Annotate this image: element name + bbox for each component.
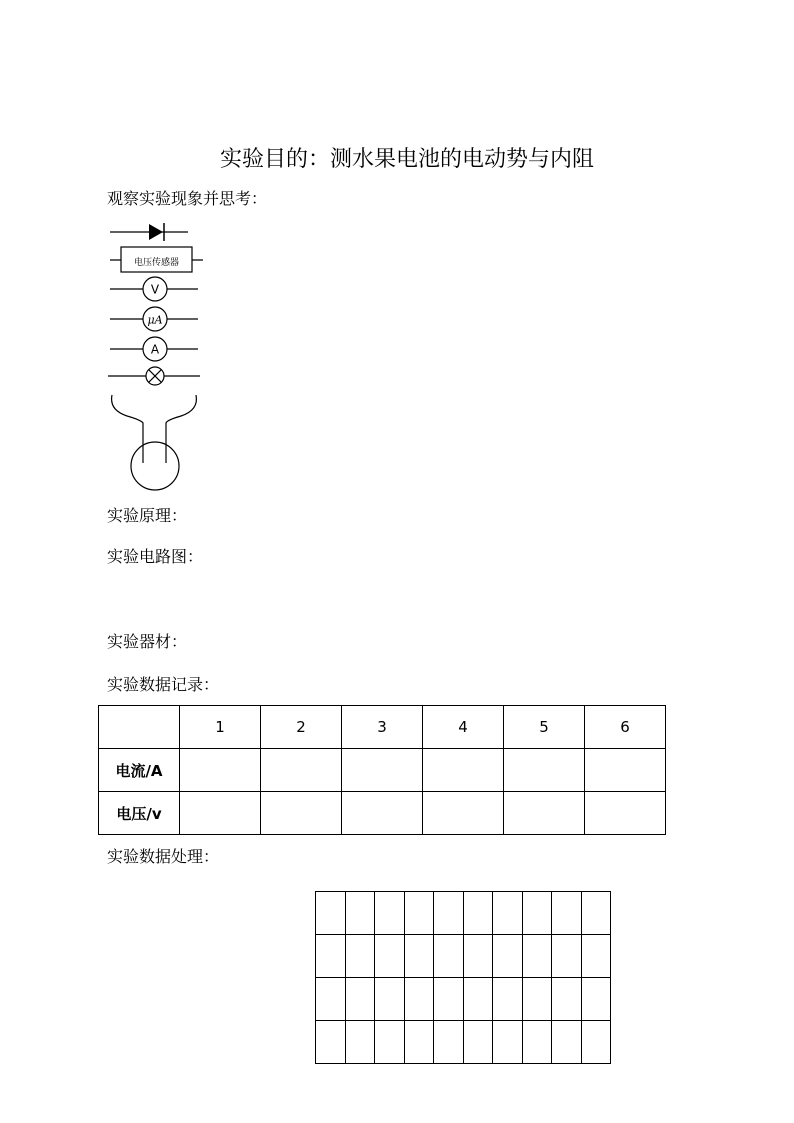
- table-cell: [504, 792, 585, 835]
- grid-cell: [522, 978, 552, 1021]
- grid-cell: [581, 978, 611, 1021]
- microammeter-label: μA: [147, 313, 163, 327]
- grid-cell: [463, 1021, 493, 1064]
- voltage-row-label: 电压/v: [99, 792, 180, 835]
- grid-cell: [581, 1021, 611, 1064]
- grid-cell: [404, 892, 434, 935]
- table-header-cell: [99, 706, 180, 749]
- grid-cell: [404, 978, 434, 1021]
- grid-cell: [375, 892, 405, 935]
- grid-cell: [493, 1021, 523, 1064]
- ammeter-label: A: [150, 342, 160, 357]
- table-cell: [585, 792, 666, 835]
- grid-row: [316, 978, 611, 1021]
- grid-cell: [463, 978, 493, 1021]
- table-header-cell: 2: [261, 706, 342, 749]
- record-heading: 实验数据记录：: [107, 675, 220, 694]
- table-header-cell: 5: [504, 706, 585, 749]
- microammeter-icon: [110, 307, 198, 331]
- principle-heading: 实验原理：: [107, 506, 188, 525]
- table-cell: [423, 749, 504, 792]
- table-header-cell: 1: [180, 706, 261, 749]
- table-header-row: [99, 706, 666, 749]
- grid-cell: [404, 935, 434, 978]
- diode-icon: [110, 223, 188, 241]
- voltmeter-icon: [110, 277, 198, 301]
- table-header-cell: 4: [423, 706, 504, 749]
- grid-cell: [375, 978, 405, 1021]
- table-row: [99, 749, 666, 792]
- grid-cell: [316, 1021, 346, 1064]
- grid-cell: [493, 935, 523, 978]
- grid-cell: [552, 892, 582, 935]
- grid-cell: [522, 1021, 552, 1064]
- grid-cell: [345, 892, 375, 935]
- grid-cell: [552, 1021, 582, 1064]
- grid-cell: [375, 1021, 405, 1064]
- table-cell: [342, 749, 423, 792]
- grid-cell: [345, 1021, 375, 1064]
- process-heading: 实验数据处理：: [107, 847, 220, 866]
- grid-cell: [522, 935, 552, 978]
- equipment-heading: 实验器材：: [107, 632, 188, 651]
- grid-cell: [463, 892, 493, 935]
- grid-cell: [404, 1021, 434, 1064]
- grid-cell: [522, 892, 552, 935]
- fruit-battery-icon: [112, 395, 197, 490]
- grid-cell: [434, 892, 464, 935]
- table-cell: [180, 792, 261, 835]
- voltage-sensor-label: 电压传感器: [133, 258, 180, 268]
- voltmeter-label: V: [150, 282, 160, 297]
- grid-cell: [552, 935, 582, 978]
- grid-cell: [345, 978, 375, 1021]
- current-row-label: 电流/A: [99, 749, 180, 792]
- grid-row: [316, 1021, 611, 1064]
- grid-row: [316, 935, 611, 978]
- grid-cell: [493, 978, 523, 1021]
- table-cell: [585, 749, 666, 792]
- circuit-symbols: [105, 218, 215, 493]
- grid-cell: [463, 935, 493, 978]
- observe-heading: 观察实验现象并思考：: [107, 189, 268, 208]
- page-title: 实验目的：测水果电池的电动势与内阻: [219, 147, 594, 172]
- table-cell: [180, 749, 261, 792]
- grid-cell: [581, 892, 611, 935]
- grid-cell: [316, 978, 346, 1021]
- table-row: [99, 792, 666, 835]
- grid-cell: [552, 978, 582, 1021]
- grid-cell: [316, 935, 346, 978]
- grid-cell: [345, 935, 375, 978]
- table-cell: [261, 792, 342, 835]
- grid-cell: [581, 935, 611, 978]
- voltage-sensor-icon: [110, 247, 203, 272]
- data-processing-grid: [315, 891, 611, 1064]
- grid-cell: [434, 935, 464, 978]
- grid-cell: [316, 892, 346, 935]
- grid-row: [316, 892, 611, 935]
- table-header-cell: 3: [342, 706, 423, 749]
- circuit-heading: 实验电路图：: [107, 547, 204, 566]
- table-cell: [504, 749, 585, 792]
- grid-cell: [375, 935, 405, 978]
- lamp-icon: [108, 367, 200, 385]
- grid-cell: [434, 1021, 464, 1064]
- grid-cell: [434, 978, 464, 1021]
- table-cell: [423, 792, 504, 835]
- table-header-cell: 6: [585, 706, 666, 749]
- table-cell: [261, 749, 342, 792]
- table-cell: [342, 792, 423, 835]
- data-record-table: [98, 705, 666, 835]
- ammeter-icon: [110, 337, 198, 361]
- grid-cell: [493, 892, 523, 935]
